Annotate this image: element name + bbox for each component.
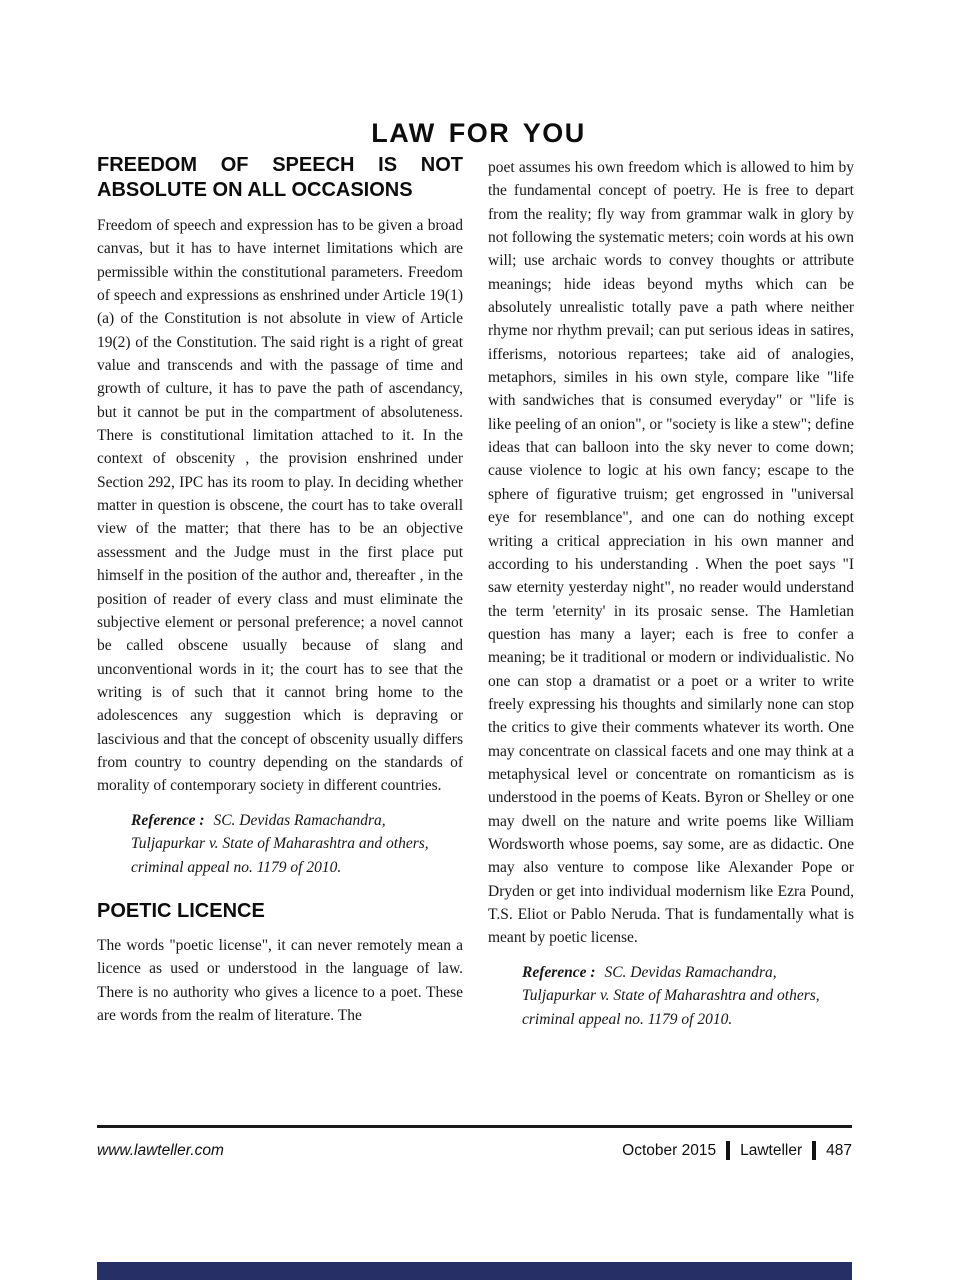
reference-block bbox=[131, 809, 445, 880]
footer-page-number: 487 bbox=[826, 1141, 852, 1159]
separator-bar bbox=[812, 1141, 816, 1160]
right-column bbox=[488, 156, 854, 1031]
article-heading-poetic-licence: POETIC LICENCE bbox=[97, 900, 265, 923]
page-title: LAW FOR YOU bbox=[371, 118, 586, 148]
reference-citation: SC. Devidas Ramachandra, Tuljapurkar v. State of Maharashtra and others, criminal appeal no. 1179 of 2010. bbox=[131, 811, 429, 876]
left-column bbox=[97, 153, 463, 1027]
article-body-poetic-licence-left: The words "poetic license", it can never remotely mean a licence as used or understood in the language of law. There is no authority who gives a licence to a poet. These are words from the realm of literature. The bbox=[97, 937, 463, 1025]
footer-website: www.lawteller.com bbox=[97, 1141, 224, 1159]
page-footer bbox=[97, 1125, 852, 1160]
reference-block bbox=[522, 961, 836, 1032]
article-heading-freedom-of-speech bbox=[97, 153, 463, 203]
heading-line: ABSOLUTE ON ALL OCCASIONS bbox=[97, 179, 413, 201]
footer-issue-info bbox=[622, 1141, 852, 1160]
bottom-accent-bar bbox=[97, 1262, 852, 1280]
reference-label: Reference : bbox=[522, 963, 596, 981]
article-body-poetic-licence-right: poet assumes his own freedom which is allowed to him by the fundamental concept of poetry. He is free to depart from the reality; fly way from grammar walk in glory by not following the systematic meters; coin words at his own will; use archaic words to convey thoughts or attribute meanings; hide ideas beyond myths which can be absolutely unrealistic totally pave a path where neither rhyme nor rhythm prevail; can put serious ideas in satires, ifferisms, notorious repartees; take aid of analogies, metaphors, similes in his own style, compare like "life with sandwiches that is consumed everyday" or "life is like peeling of an onion", or "society is like a stew"; define ideas that can balloon into the sky never to come down; cause violence to logic at his own fancy; escape to the sphere of figurative truism; get engrossed in "universal eye for resemblance", and one can do nothing except writing a critical appreciation in his own manner and according to his understanding . When the poet says "I saw eternity yesterday night", no reader would understand the term 'eternity' in its prosaic sense. The Hamletian question has many a layer; each is free to confer a meaning; be it traditional or modern or individualistic. No one can stop a dramatist or a poet or a writer to write freely expressing his thoughts and similarly none can stop the critics to give their comments whatever its worth. One may concentrate on classical facets and one may think at a metaphysical level or concentrate on romanticism as is understood in the poems of Keats. Byron or Shelley or one may dwell on the nature and write poems like William Wordsworth whose poems, say some, are as didactic. One may also venture to compose like Alexander Pope or Dryden or get into individual modernism like Ezra Pound, T.S. Eliot or Pablo Neruda. That is fundamentally what is meant by poetic license. bbox=[488, 159, 854, 947]
heading-line: FREEDOM OF SPEECH IS NOT bbox=[97, 154, 463, 176]
reference-citation: SC. Devidas Ramachandra, Tuljapurkar v. State of Maharashtra and others, criminal appeal no. 1179 of 2010. bbox=[522, 963, 820, 1028]
footer-issue-date: October 2015 bbox=[622, 1141, 717, 1159]
reference-label: Reference : bbox=[131, 811, 205, 829]
separator-bar bbox=[726, 1141, 730, 1160]
footer-magazine-name: Lawteller bbox=[740, 1141, 803, 1159]
article-body-freedom-of-speech: Freedom of speech and expression has to be given a broad canvas, but it has to have internet limitations which are permissible within the constitutional parameters. Freedom of speech and expressions as enshrined under Article 19(1)(a) of the Constitution is not absolute in view of Article 19(2) of the Constitution. The said right is a right of great value and transcends and with the passage of time and growth of culture, it has to pave the path of ascendancy, but it cannot be put in the compartment of absoluteness. There is constitutional limitation attached to it. In the context of obscenity , the provision enshrined under Section 292, IPC has its room to play. In deciding whether matter in question is obscene, the court has to take overall view of the matter; that there has to be an objective assessment and the Judge must in the first place put himself in the position of the author and, thereafter , in the position of reader of every class and must eliminate the subjective element or personal preference; a novel cannot be called obscene usually because of slang and unconventional words in it; the court has to see that the writing is of such that it cannot bring home to the adolescences any suggestion which is depraving or lascivious and that the concept of obscenity usually differs from country to country depending on the standards of morality of contemporary society in different countries. bbox=[97, 217, 463, 795]
